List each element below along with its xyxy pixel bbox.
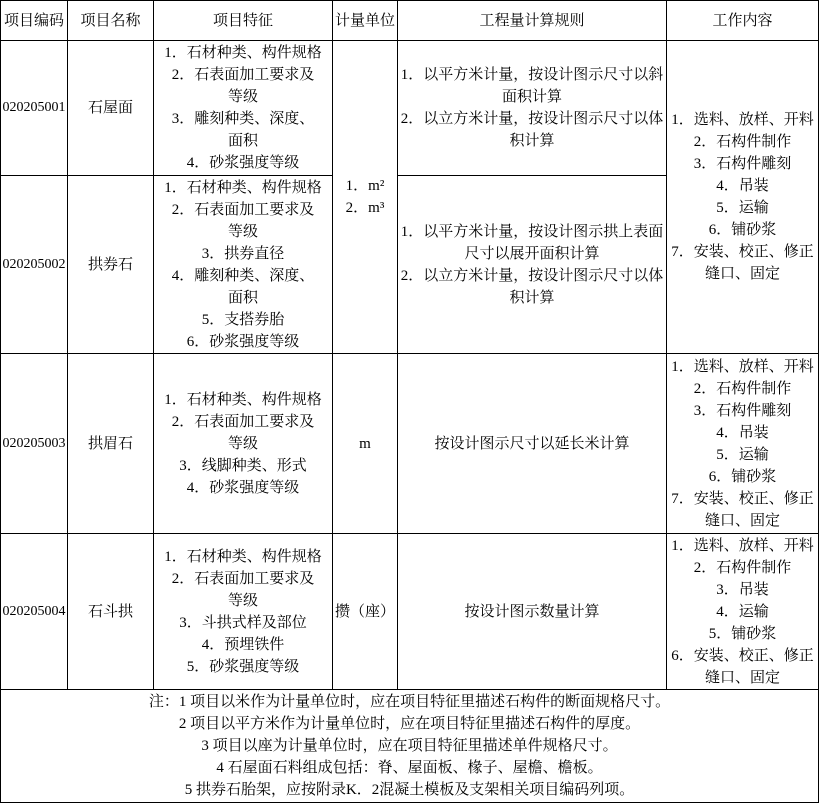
work-item: 4．吊装 <box>716 424 769 441</box>
work-item: 3．石构件雕刻 <box>693 156 792 172</box>
header-work: 工作内容 <box>667 1 819 41</box>
unit-item: 1．m² <box>345 178 385 194</box>
work-cell <box>667 41 819 354</box>
feature-item: 2．石表面加工要求及 等级 <box>171 67 315 105</box>
header-unit: 计量单位 <box>333 1 398 41</box>
features-cell <box>154 176 333 354</box>
work-item: 5．运输 <box>716 200 769 216</box>
feature-item: 1．石材种类、构件规格 <box>164 548 322 565</box>
rule-item: 1．以平方米计量，按设计图示尺寸以斜 面积计算 <box>400 67 664 105</box>
work-item: 5．铺砂浆 <box>708 625 777 642</box>
feature-item: 3．线脚种类、形式 <box>179 457 307 474</box>
work-item: 2．石构件制作 <box>693 380 792 397</box>
work-item: 2．石构件制作 <box>693 134 792 150</box>
feature-item: 2．石表面加工要求及 等级 <box>171 201 315 240</box>
feature-item: 1．石材种类、构件规格 <box>164 179 322 196</box>
work-cell <box>667 354 819 534</box>
feature-item: 3．雕刻种类、深度、 面积 <box>171 111 315 149</box>
feature-item: 2．石表面加工要求及 等级 <box>171 570 315 609</box>
feature-item: 5．砂浆强度等级 <box>186 658 300 675</box>
rule-item: 2．以立方米计量，按设计图示尺寸以体 积计算 <box>400 111 664 149</box>
work-item: 5．运输 <box>716 446 769 463</box>
unit-item: m <box>359 435 371 452</box>
feature-item: 2．石表面加工要求及 等级 <box>171 413 315 452</box>
feature-item: 1．石材种类、构件规格 <box>164 45 322 61</box>
work-item: 7．安装、校正、修正 缝口、固定 <box>671 490 814 529</box>
feature-item: 1．石材种类、构件规格 <box>164 391 322 408</box>
feature-item: 5．支搭券胎 <box>201 311 285 328</box>
rule-cell <box>398 354 667 534</box>
rule-cell <box>398 176 667 354</box>
item-code: 020205003 <box>1 354 68 534</box>
work-item: 6．铺砂浆 <box>708 222 777 238</box>
work-item: 6．安装、校正、修正 缝口、固定 <box>671 647 814 686</box>
header-rule: 工程量计算规则 <box>398 1 667 41</box>
header-code: 项目编码 <box>1 1 68 41</box>
note-line: 注：1 项目以米作为计量单位时，应在项目特征里描述石构件的断面规格尺寸。 <box>148 694 671 710</box>
feature-item: 3．斗拱式样及部位 <box>179 614 307 631</box>
note-line: 3 项目以座为计量单位时，应在项目特征里描述单件规格尺寸。 <box>201 738 618 754</box>
feature-item: 4．砂浆强度等级 <box>186 155 300 171</box>
features-cell <box>154 41 333 176</box>
unit-cell <box>333 534 398 690</box>
feature-item: 4．预埋铁件 <box>201 636 285 653</box>
work-item: 4．吊装 <box>716 178 769 194</box>
item-code: 020205002 <box>1 176 68 354</box>
work-item: 7．安装、校正、修正 缝口、固定 <box>671 244 814 282</box>
work-cell <box>667 534 819 690</box>
unit-cell <box>333 41 398 354</box>
feature-item: 4．砂浆强度等级 <box>186 479 300 496</box>
unit-item: 攒（座） <box>334 603 395 620</box>
item-name: 石斗拱 <box>68 534 154 690</box>
work-item: 1．选料、放样、开料 <box>671 112 814 128</box>
item-code: 020205004 <box>1 534 68 690</box>
features-cell <box>154 354 333 534</box>
rule-item: 2．以立方米计量，按设计图示尺寸以体 积计算 <box>400 267 664 306</box>
feature-item: 3．拱券直径 <box>201 245 285 262</box>
item-name: 拱券石 <box>68 176 154 354</box>
feature-item: 4．雕刻种类、深度、 面积 <box>171 267 315 306</box>
feature-item: 6．砂浆强度等级 <box>186 333 300 350</box>
rule-item: 1．以平方米计量，按设计图示拱上表面 尺寸以展开面积计算 <box>400 223 664 262</box>
work-item: 4．运输 <box>716 603 769 620</box>
unit-cell <box>333 354 398 534</box>
notes-cell <box>1 690 819 803</box>
rule-cell <box>398 41 667 176</box>
unit-item: 2．m³ <box>345 200 385 216</box>
item-name: 拱眉石 <box>68 354 154 534</box>
note-line: 5 拱券石胎架，应按附录K．2混凝土模板及支架相关项目编码列项。 <box>184 782 635 798</box>
work-item: 1．选料、放样、开料 <box>671 358 814 375</box>
note-line: 2 项目以平方米作为计量单位时，应在项目特征里描述石构件的厚度。 <box>178 716 641 732</box>
item-code: 020205001 <box>1 41 68 176</box>
note-line: 4 石屋面石料组成包括：脊、屋面板、椽子、屋檐、檐板。 <box>216 760 603 776</box>
rule-cell <box>398 534 667 690</box>
work-item: 6．铺砂浆 <box>708 468 777 485</box>
work-item: 3．石构件雕刻 <box>693 402 792 419</box>
rule-item: 按设计图示尺寸以延长米计算 <box>434 435 630 452</box>
header-name: 项目名称 <box>68 1 154 41</box>
work-item: 2．石构件制作 <box>693 559 792 576</box>
item-name: 石屋面 <box>68 41 154 176</box>
header-features: 项目特征 <box>154 1 333 41</box>
features-cell <box>154 534 333 690</box>
work-item: 3．吊装 <box>716 581 769 598</box>
rule-item: 按设计图示数量计算 <box>464 603 600 620</box>
work-item: 1．选料、放样、开料 <box>671 537 814 554</box>
